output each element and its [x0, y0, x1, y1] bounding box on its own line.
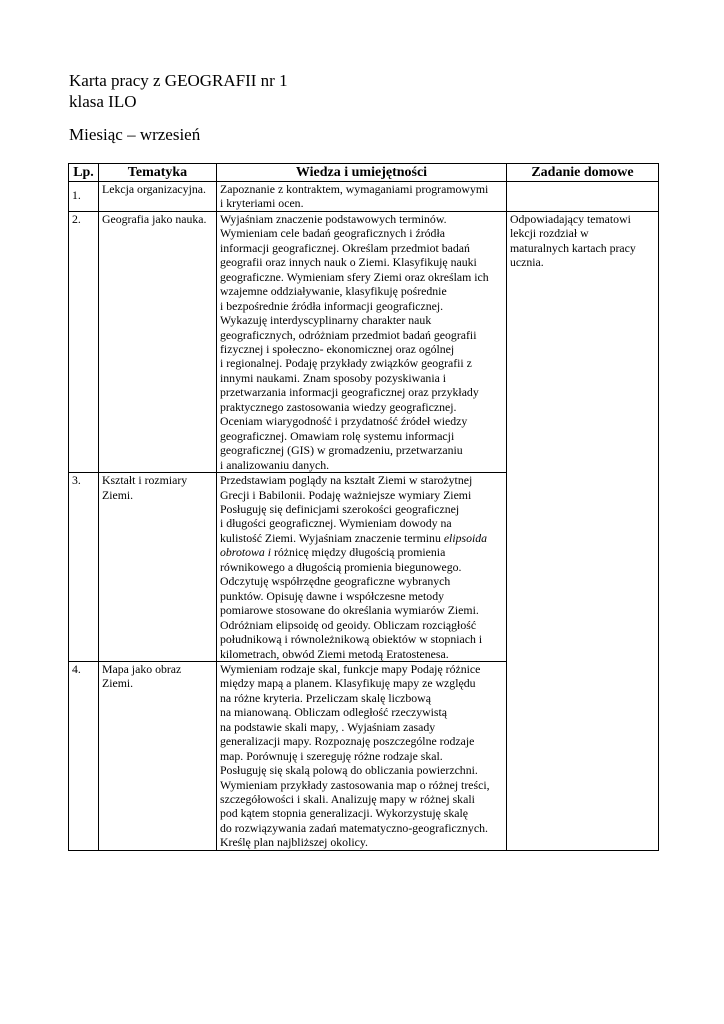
knowledge-line [220, 545, 503, 559]
knowledge-line: kilometrach, obwód Ziemi metodą Eratostenesa. [220, 646, 449, 661]
row-topic: Lekcja organizacyjna. [99, 182, 217, 212]
knowledge-line: pomiarowe stosowane do określania wymiarów Ziemi. [220, 603, 479, 618]
knowledge-line: Posługuję się skalą polową do obliczania powierzchni. [220, 763, 478, 778]
knowledge-line: generalizacji mapy. Rozpoznaję poszczególne rodzaje [220, 734, 475, 749]
knowledge-line: i bezpośrednie źródła informacji geograficznej. [220, 298, 444, 313]
table-header-row [69, 164, 659, 182]
row-lp: 4. [69, 661, 99, 850]
homework-line: maturalnych kartach pracy [510, 240, 636, 255]
knowledge-line: Grecji i Babilonii. Podaję ważniejsze wymiary Ziemi [220, 487, 472, 502]
knowledge-line: przetwarzania informacji geograficznej oraz przykłady [220, 385, 479, 400]
knowledge-line: Wymieniam cele badań geograficznych i źródła [220, 226, 445, 241]
knowledge-line: wzajemne oddziaływanie, klasyfikuję pośrednie [220, 284, 447, 299]
knowledge-line: Wymieniam przykłady zastosowania map o różnej treści, [220, 777, 490, 792]
row-homework-empty [507, 182, 659, 212]
knowledge-line: szczegółowości i skali. Analizuję mapy w różnej skali [220, 792, 475, 807]
knowledge-line: Posługuję się definicjami szerokości geograficznej [220, 501, 460, 516]
document-month: Miesiąc – wrzesień [69, 125, 201, 144]
knowledge-line: informacji geograficznej. Określam przedmiot badań [220, 240, 470, 255]
knowledge-line: i długości geograficznej. Wymieniam dowody na [220, 516, 452, 531]
knowledge-line: praktycznego zastosowania wiedzy geograficznej. [220, 399, 457, 414]
knowledge-line: na podstawie skali mapy, . Wyjaśniam zasady [220, 719, 436, 734]
row-homework [507, 211, 659, 850]
row-topic [99, 473, 217, 662]
knowledge-line: Oceniam wiarygodność i przydatność źródeł wiedzy [220, 414, 468, 429]
knowledge-line: i kryteriami ocen. [220, 196, 304, 211]
knowledge-line: równikowego a długością promienia biegunowego. [220, 559, 462, 574]
knowledge-line: między mapą a planem. Klasyfikuję mapy ze względu [220, 676, 476, 691]
knowledge-line: Kreślę plan najbliższej okolicy. [220, 835, 368, 850]
topic-line: Mapa jako obraz [102, 661, 182, 676]
knowledge-line: na różne kryteria. Przeliczam skalę liczbową [220, 690, 431, 705]
header-topic: Tematyka [99, 164, 217, 182]
row-knowledge [217, 211, 507, 472]
homework-line: lekcji rozdział w [510, 226, 589, 241]
knowledge-line: geografii oraz innych nauk o Ziemi. Klasyfikuję nauki [220, 255, 477, 270]
knowledge-line: do rozwiązywania zadań matematyczno-geograficznych. [220, 820, 488, 835]
knowledge-line: Przedstawiam poglądy na kształt Ziemi w starożytnej [220, 473, 473, 488]
knowledge-line: innymi naukami. Znam sposoby pozyskiwania i [220, 370, 447, 385]
knowledge-line: na mianowaną. Obliczam odległość rzeczywistą [220, 705, 447, 720]
knowledge-text: kulistość Ziemi. Wyjaśniam znaczenie terminu [220, 530, 444, 545]
knowledge-line: i analizowaniu danych. [220, 457, 330, 472]
row-lp: 2. [69, 211, 99, 472]
knowledge-line: Wyjaśniam znaczenie podstawowych terminów. [220, 211, 447, 226]
header-lp: Lp. [69, 164, 99, 182]
document-title: Karta pracy z GEOGRAFII nr 1 [69, 71, 288, 90]
topic-line: Kształt i rozmiary [102, 473, 188, 488]
lesson-plan-table [68, 163, 659, 851]
knowledge-line: i regionalnej. Podaję przykłady związków geografii z [220, 356, 472, 371]
row-knowledge [217, 661, 507, 850]
homework-line: ucznia. [510, 255, 544, 270]
knowledge-line: map. Porównuję i szereguję różne rodzaje skal. [220, 748, 443, 763]
header-homework: Zadanie domowe [507, 164, 659, 182]
knowledge-line: Zapoznanie z kontraktem, wymaganiami programowymi [220, 182, 489, 196]
document-class: klasa ILO [69, 92, 137, 111]
knowledge-line [220, 531, 503, 545]
knowledge-line: punktów. Opisuję dawne i współczesne metody [220, 588, 444, 603]
knowledge-line: południkową i równoleżnikową obiektów w stopniach i [220, 632, 483, 647]
knowledge-text: różnicę między długością promienia [271, 545, 446, 560]
header-knowledge: Wiedza i umiejętności [217, 164, 507, 182]
knowledge-line: geograficznych, odróżniam przedmiot badań geografii [220, 327, 477, 342]
row-lp: 1. [69, 182, 99, 212]
document-header [69, 70, 288, 112]
knowledge-line: geograficznej. Omawiam rolę systemu informacji [220, 428, 455, 443]
table-row [69, 182, 659, 212]
knowledge-line: Odczytuję współrzędne geograficzne wybranych [220, 574, 451, 589]
row-knowledge [217, 182, 507, 212]
row-topic: Geografia jako nauka. [99, 211, 217, 472]
knowledge-line: pod kątem stopnia generalizacji. Wykorzystuję skalę [220, 806, 469, 821]
topic-line: Ziemi. [102, 676, 134, 691]
row-knowledge [217, 473, 507, 662]
row-lp: 3. [69, 473, 99, 662]
knowledge-line: fizycznej i społeczno- ekonomicznej oraz ogólnej [220, 341, 455, 356]
homework-line: Odpowiadający tematowi [510, 211, 631, 226]
knowledge-term-italic: obrotowa i [220, 545, 272, 560]
knowledge-line: Odróżniam elipsoidę od geoidy. Obliczam rozciągłość [220, 617, 477, 632]
knowledge-term-italic: elipsoida [443, 530, 488, 545]
knowledge-line: Wykazuję interdyscyplinarny charakter nauk [220, 313, 432, 328]
knowledge-line: geograficznej (GIS) w gromadzeniu, przetwarzaniu [220, 443, 463, 458]
row-topic [99, 661, 217, 850]
knowledge-line: geograficzne. Wymieniam sfery Ziemi oraz określam ich [220, 269, 489, 284]
knowledge-line: Wymieniam rodzaje skal, funkcje mapy Podaję różnice [220, 661, 481, 676]
topic-line: Ziemi. [102, 487, 134, 502]
table-row [69, 211, 659, 472]
